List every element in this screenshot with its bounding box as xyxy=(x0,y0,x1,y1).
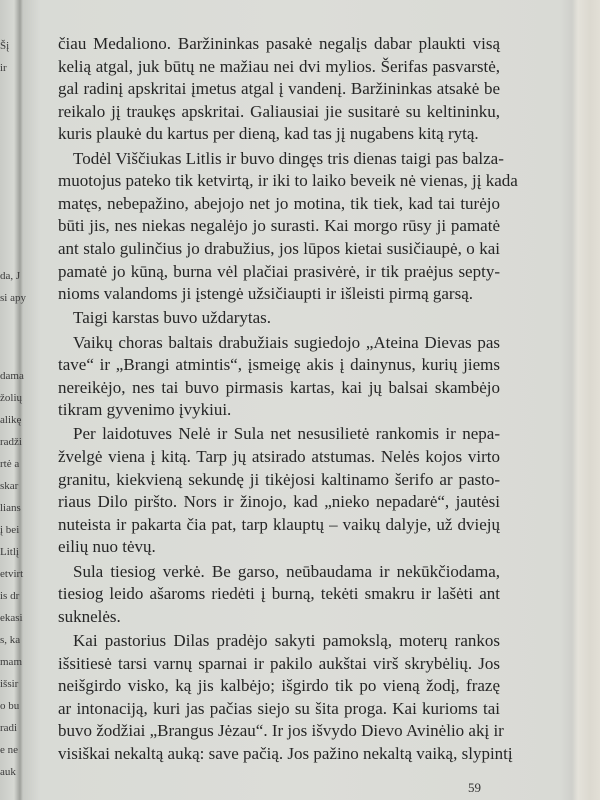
text-line: suknelės. xyxy=(58,606,121,626)
text-line: pamatė jo kūną, burna vėl plačiai prasivėrė, ir tik praėjus septy- xyxy=(58,261,500,281)
paragraph xyxy=(58,630,513,766)
previous-page-fragment: radi xyxy=(0,722,18,734)
text-line: Taigi karstas buvo uždarytas. xyxy=(73,308,272,328)
previous-page-fragment: dama xyxy=(0,370,24,382)
paragraph xyxy=(58,561,500,629)
previous-page-fragment: lians xyxy=(0,502,21,514)
text-line: kuris plaukė du kartus per dieną, kad tas jį nugabens kitą rytą. xyxy=(58,124,479,144)
text-line: buvo žodžiai „Brangus Jėzau“. Ir jos išvydo Dievo Avinėlio akį ir xyxy=(58,721,504,741)
text-line: gal radinį apskritai įmetus atgal į vandenį. Baržininkas atsakė be xyxy=(58,79,500,99)
text-line: riaus Dilo piršto. Nors ir žinojo, kad „nieko nepadarė“, jautėsi xyxy=(58,492,500,512)
paragraph xyxy=(58,332,500,422)
previous-page-fragment: skar xyxy=(0,480,19,492)
text-line: nioms valandoms ji įstengė užsičiaupti ir išleisti pirmą garsą. xyxy=(58,284,474,304)
paragraph xyxy=(58,307,500,330)
previous-page-fragment: si apy xyxy=(0,292,26,304)
previous-page-fragment: alikę xyxy=(0,414,22,426)
previous-page-fragment: Litlį xyxy=(0,546,19,558)
text-line: neišgirdo visko, ką jis kalbėjo; išgirdo tik po vieną žodį, frazę xyxy=(58,676,500,696)
previous-page-fragment: s, ka xyxy=(0,634,21,646)
text-line: čiau Medaliono. Baržininkas pasakė negalįs dabar plaukti visą xyxy=(58,34,500,53)
text-line: nuteista ir pakarta čia pat, tarp klauptų – vaikų dalyje, už dviejų xyxy=(58,514,500,534)
previous-page-fragment: ekasi xyxy=(0,612,23,624)
previous-page-fragment: e ne xyxy=(0,744,19,756)
text-line: tikram gyvenimo įvykiui. xyxy=(58,400,232,420)
text-line: granitu, kiekvieną sekundę ji tikėjosi kaltinamo šerifo ar pasto- xyxy=(58,469,500,489)
paragraph xyxy=(58,33,500,146)
previous-page-fragment: is dr xyxy=(0,590,20,602)
previous-page-fragment: auk xyxy=(0,766,16,778)
text-line: Todėl Viščiukas Litlis ir buvo dingęs tris dienas taigi pas balza- xyxy=(73,148,504,168)
previous-page-fragment: išsir xyxy=(0,678,19,690)
text-line: Per laidotuves Nelė ir Sula net nesusilietė rankomis ir nepa- xyxy=(73,424,500,444)
text-line: Vaikų choras baltais drabužiais sugiedojo „Ateina Dievas pas xyxy=(73,332,500,352)
previous-page-fragment: žolių xyxy=(0,392,22,404)
text-line: ar intonaciją, kuri jas pačias siejo su šita proga. Kai kurioms tai xyxy=(58,698,500,718)
previous-page-fragment: etvirt xyxy=(0,568,24,580)
previous-page-fragment: ir xyxy=(0,62,7,74)
text-line: išsitiesė tarsi varnų sparnai ir pakilo aukštai virš skrybėlių. Jos xyxy=(58,653,500,673)
page-number: 59 xyxy=(468,780,481,795)
previous-page-fragment: į bei xyxy=(0,524,20,536)
text-line: matęs, nebepažino, abejojo net jo motina, tik tiek, kad tai turėjo xyxy=(58,193,500,213)
previous-page-fragment: rtė a xyxy=(0,458,20,470)
text-line: visiškai nekaltą auką: save pačią. Jos pažino nekaltą vaiką, slypintį xyxy=(58,743,513,763)
text-line: tiesiog leido ašaroms riedėti į burną, tekėti smakru ir lašėti ant xyxy=(58,584,500,604)
text-line: muotojus pateko tik ketvirtą, ir iki to laiko beveik nė vienas, jį kada xyxy=(58,171,518,191)
text-line: nereikėjo, nes tai buvo pirmasis kartas, kai jų balsai skambėjo xyxy=(58,377,500,397)
page-body-text xyxy=(58,33,518,767)
paragraph-gap xyxy=(58,766,500,768)
previous-page-edge xyxy=(0,0,26,800)
previous-page-fragment: o bu xyxy=(0,700,20,712)
previous-page-fragment: da, J xyxy=(0,270,21,282)
previous-page-fragment: Šį xyxy=(0,40,10,52)
text-line: eilių nuo tėvų. xyxy=(58,537,156,557)
paragraph xyxy=(58,148,518,306)
text-line: būti jis, nes niekas negalėjo jo surasti. Kai morgo rūsy ji pamatė xyxy=(58,216,500,236)
text-line: Kai pastorius Dilas pradėjo sakyti pamokslą, moterų rankos xyxy=(73,631,500,650)
previous-page-fragment: mam xyxy=(0,656,22,668)
text-line: žvelgė viena į kitą. Tarp jų atsirado atstumas. Nelės kojos virto xyxy=(58,447,500,467)
paragraph xyxy=(58,423,500,559)
text-line: ant stalo gulinčius jo drabužius, jos lūpos kietai susičiaupė, o kai xyxy=(58,238,500,258)
text-line: Sula tiesiog verkė. Be garso, neūbaudama ir nekūkčiodama, xyxy=(73,561,500,581)
text-line: reikalo jį traukęs apskritai. Galiausiai jie susitarė su keltininku, xyxy=(58,101,500,121)
text-line: kelią atgal, juk būtų ne mažiau nei dvi mylios. Šerifas pasvarstė, xyxy=(58,56,500,76)
text-line: tave“ ir „Brangi atmintis“, įsmeigę akis į dainynus, kurių jiems xyxy=(58,355,500,375)
previous-page-fragment: radži xyxy=(0,436,22,448)
